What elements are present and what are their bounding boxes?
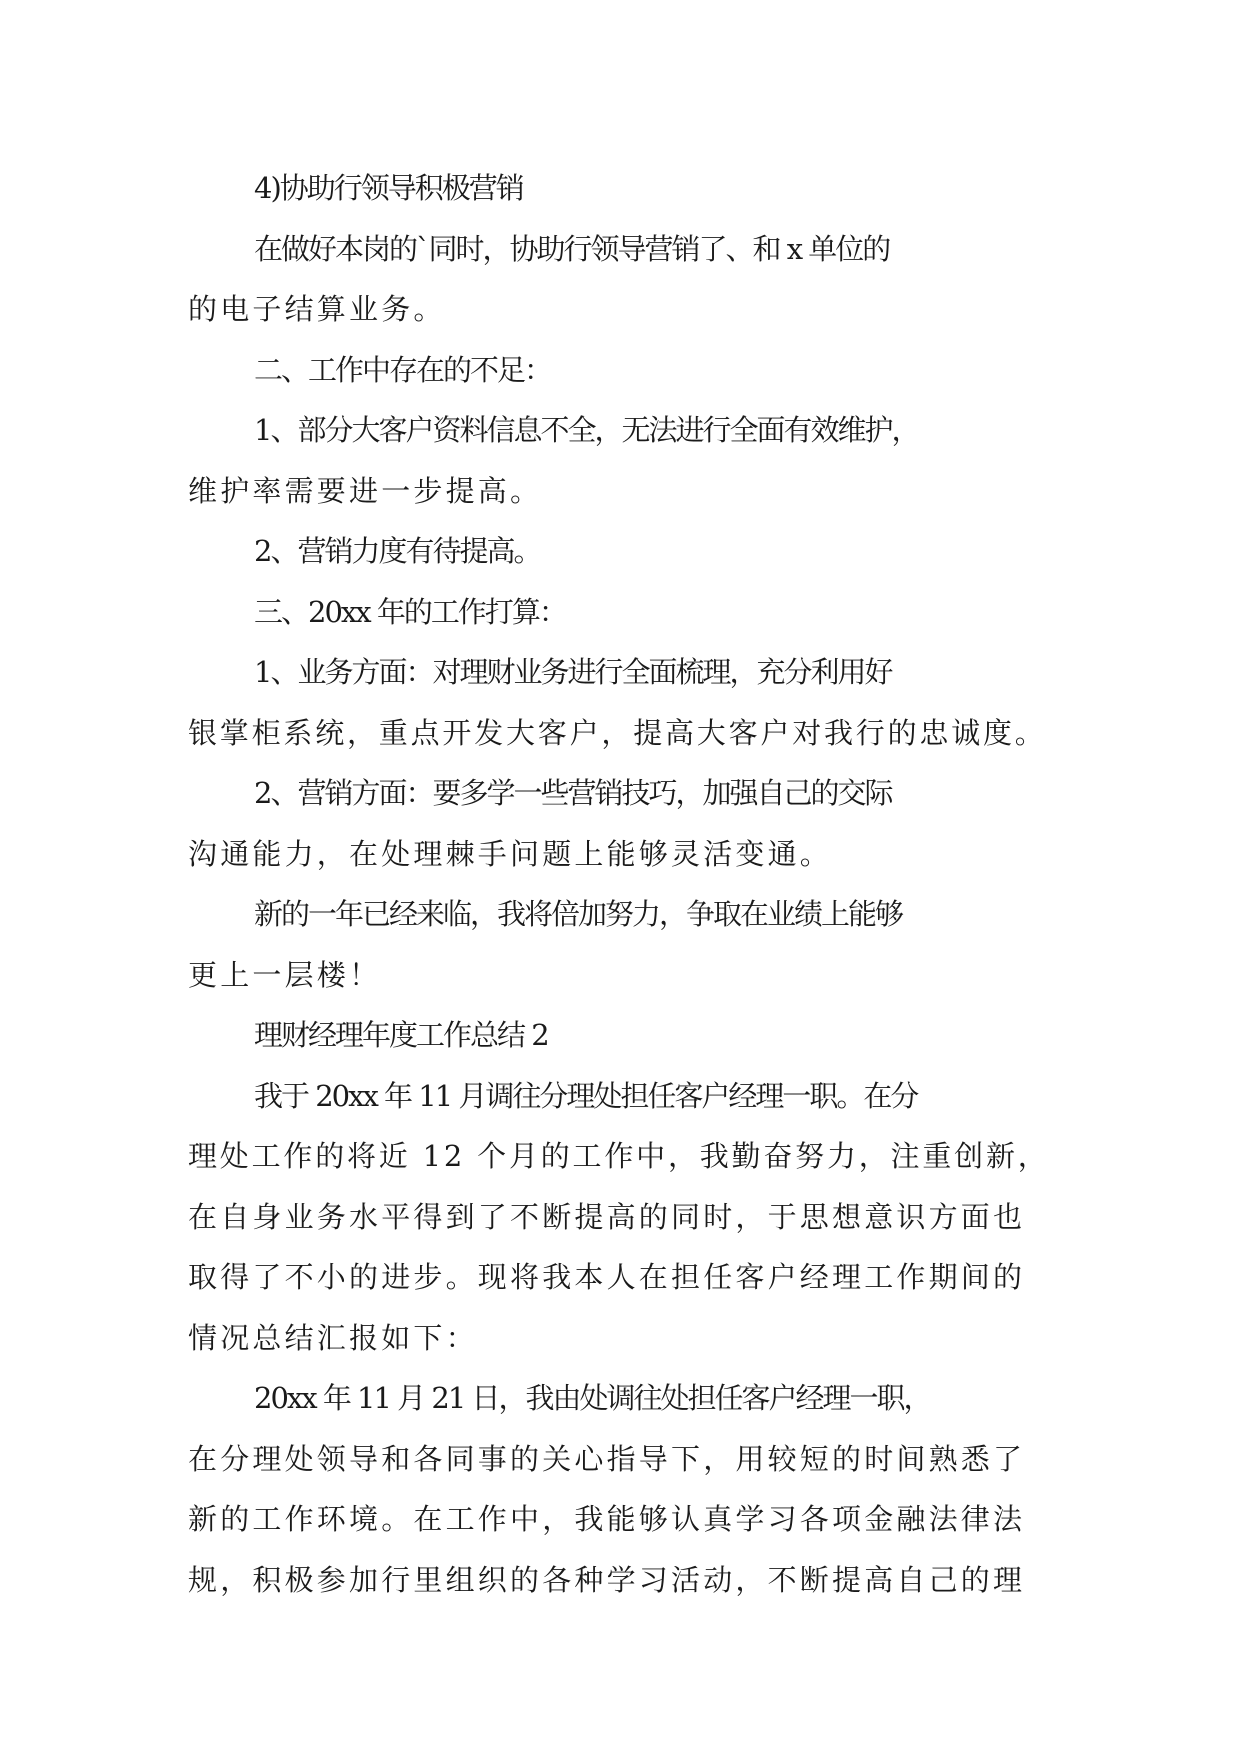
text-line: 银掌柜系统，重点开发大客户，提高大客户对我行的忠诚度。 <box>188 715 1047 750</box>
text-line: 2、营销方面：要多学一些营销技巧，加强自己的交际 <box>254 776 892 810</box>
text-line: 情况总结汇报如下： <box>188 1320 478 1355</box>
text-line: 规，积极参加行里组织的各种学习活动，不断提高自己的理 <box>188 1562 1026 1597</box>
document-body <box>188 158 1048 1610</box>
text-line: 在自身业务水平得到了不断提高的同时，于思想意识方面也 <box>188 1199 1026 1234</box>
text-line: 新的工作环境。在工作中，我能够认真学习各项金融法律法 <box>188 1502 1026 1536</box>
text-line: 理财经理年度工作总结 2 <box>254 1018 548 1052</box>
text-line: 1、业务方面：对理财业务进行全面梳理，充分利用好 <box>254 655 892 689</box>
text-line: 维护率需要进一步提高。 <box>188 473 543 508</box>
text-line: 沟通能力，在处理棘手问题上能够灵活变通。 <box>188 836 833 871</box>
text-line: 理处工作的将近 12 个月的工作中，我勤奋努力，注重创新， <box>188 1139 1050 1173</box>
text-line: 2、营销力度有待提高。 <box>254 534 541 568</box>
text-line: 1、部分大客户资料信息不全，无法进行全面有效维护， <box>254 413 919 447</box>
text-line: 在分理处领导和各同事的关心指导下，用较短的时间熟悉了 <box>188 1441 1026 1476</box>
text-line: 我于 20xx 年 11 月调往分理处担任客户经理一职。在分 <box>254 1078 918 1113</box>
text-line: 20xx 年 11 月 21 日，我由处调往处担任客户经理一职， <box>254 1381 931 1415</box>
text-line: 取得了不小的进步。现将我本人在担任客户经理工作期间的 <box>188 1260 1026 1294</box>
text-line: 更上一层楼！ <box>188 957 382 992</box>
text-line: 在做好本岗的`同时，协助行领导营销了、和 x 单位的 <box>254 231 890 266</box>
text-line: 新的一年已经来临，我将倍加努力，争取在业绩上能够 <box>254 897 903 931</box>
text-line: 的电子结算业务。 <box>188 292 446 326</box>
text-line: 4)协助行领导积极营销 <box>254 171 523 205</box>
text-line: 三、20xx 年的工作打算： <box>254 594 566 629</box>
text-line: 二、工作中存在的不足： <box>254 352 552 387</box>
